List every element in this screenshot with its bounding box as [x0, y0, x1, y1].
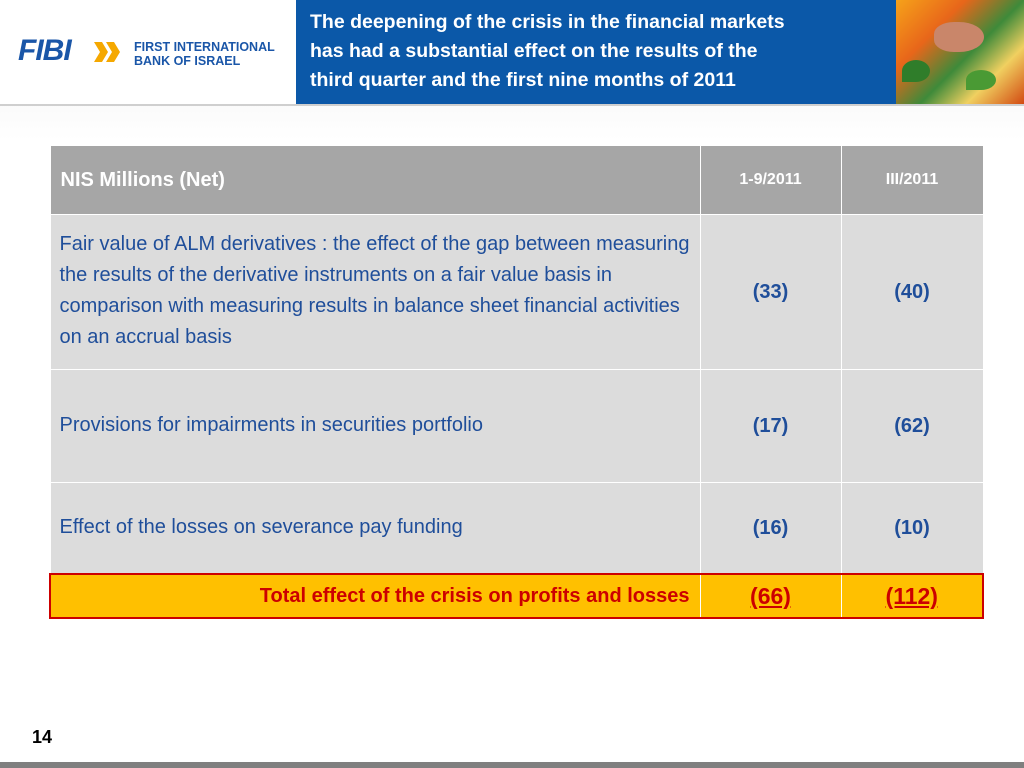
row-value-third-quarter: (40)	[841, 215, 983, 370]
slide-header	[0, 0, 1024, 105]
row-value-nine-months: (17)	[700, 370, 841, 483]
photo-leaf-shape	[902, 60, 930, 82]
title-line2: has had a substantial effect on the results of the	[310, 40, 758, 62]
title-line1: The deepening of the crisis in the financial markets	[310, 11, 785, 33]
photo-leaf-shape	[966, 70, 996, 90]
page-number: 14	[32, 727, 53, 747]
table-row	[50, 370, 983, 483]
row-value-nine-months: (33)	[700, 215, 841, 370]
table-header-row	[50, 146, 983, 215]
header-divider	[0, 104, 1024, 106]
total-label: Total effect of the crisis on profits and losses	[50, 574, 700, 618]
table-row	[50, 215, 983, 370]
table-row	[50, 483, 983, 575]
header-cell-nine-months: 1-9/2011	[700, 146, 841, 215]
header-cell-label: NIS Millions (Net)	[50, 146, 700, 215]
logo-name-line1: FIRST INTERNATIONAL	[134, 40, 275, 54]
total-value-nine-months: (66)	[700, 574, 841, 618]
row-label: Effect of the losses on severance pay funding	[50, 483, 700, 575]
header-photo	[896, 0, 1024, 104]
total-value-third-quarter: (112)	[841, 574, 983, 618]
header-cell-third-quarter: III/2011	[841, 146, 983, 215]
logo-chevrons-icon	[92, 38, 126, 66]
logo-name-line2: BANK OF ISRAEL	[134, 54, 241, 68]
total-row	[50, 574, 983, 618]
logo-bank-name	[134, 40, 275, 68]
footer-bar	[0, 762, 1024, 768]
row-value-third-quarter: (10)	[841, 483, 983, 575]
photo-hand-shape	[934, 22, 984, 52]
row-value-third-quarter: (62)	[841, 370, 983, 483]
title-line3: third quarter and the first nine months of 2011	[310, 69, 736, 91]
row-label: Fair value of ALM derivatives : the effect of the gap between measuring the results of the derivative instruments on a fair value basis in comparison with measuring results in balance sheet financial activities on an accrual basis	[50, 215, 700, 370]
slide-title	[310, 8, 900, 95]
bank-logo	[0, 0, 292, 104]
crisis-effect-table	[49, 145, 984, 619]
row-label: Provisions for impairments in securities portfolio	[50, 370, 700, 483]
row-value-nine-months: (16)	[700, 483, 841, 575]
logo-wordmark: FIBI	[18, 34, 71, 67]
slide-title-box	[296, 0, 896, 104]
